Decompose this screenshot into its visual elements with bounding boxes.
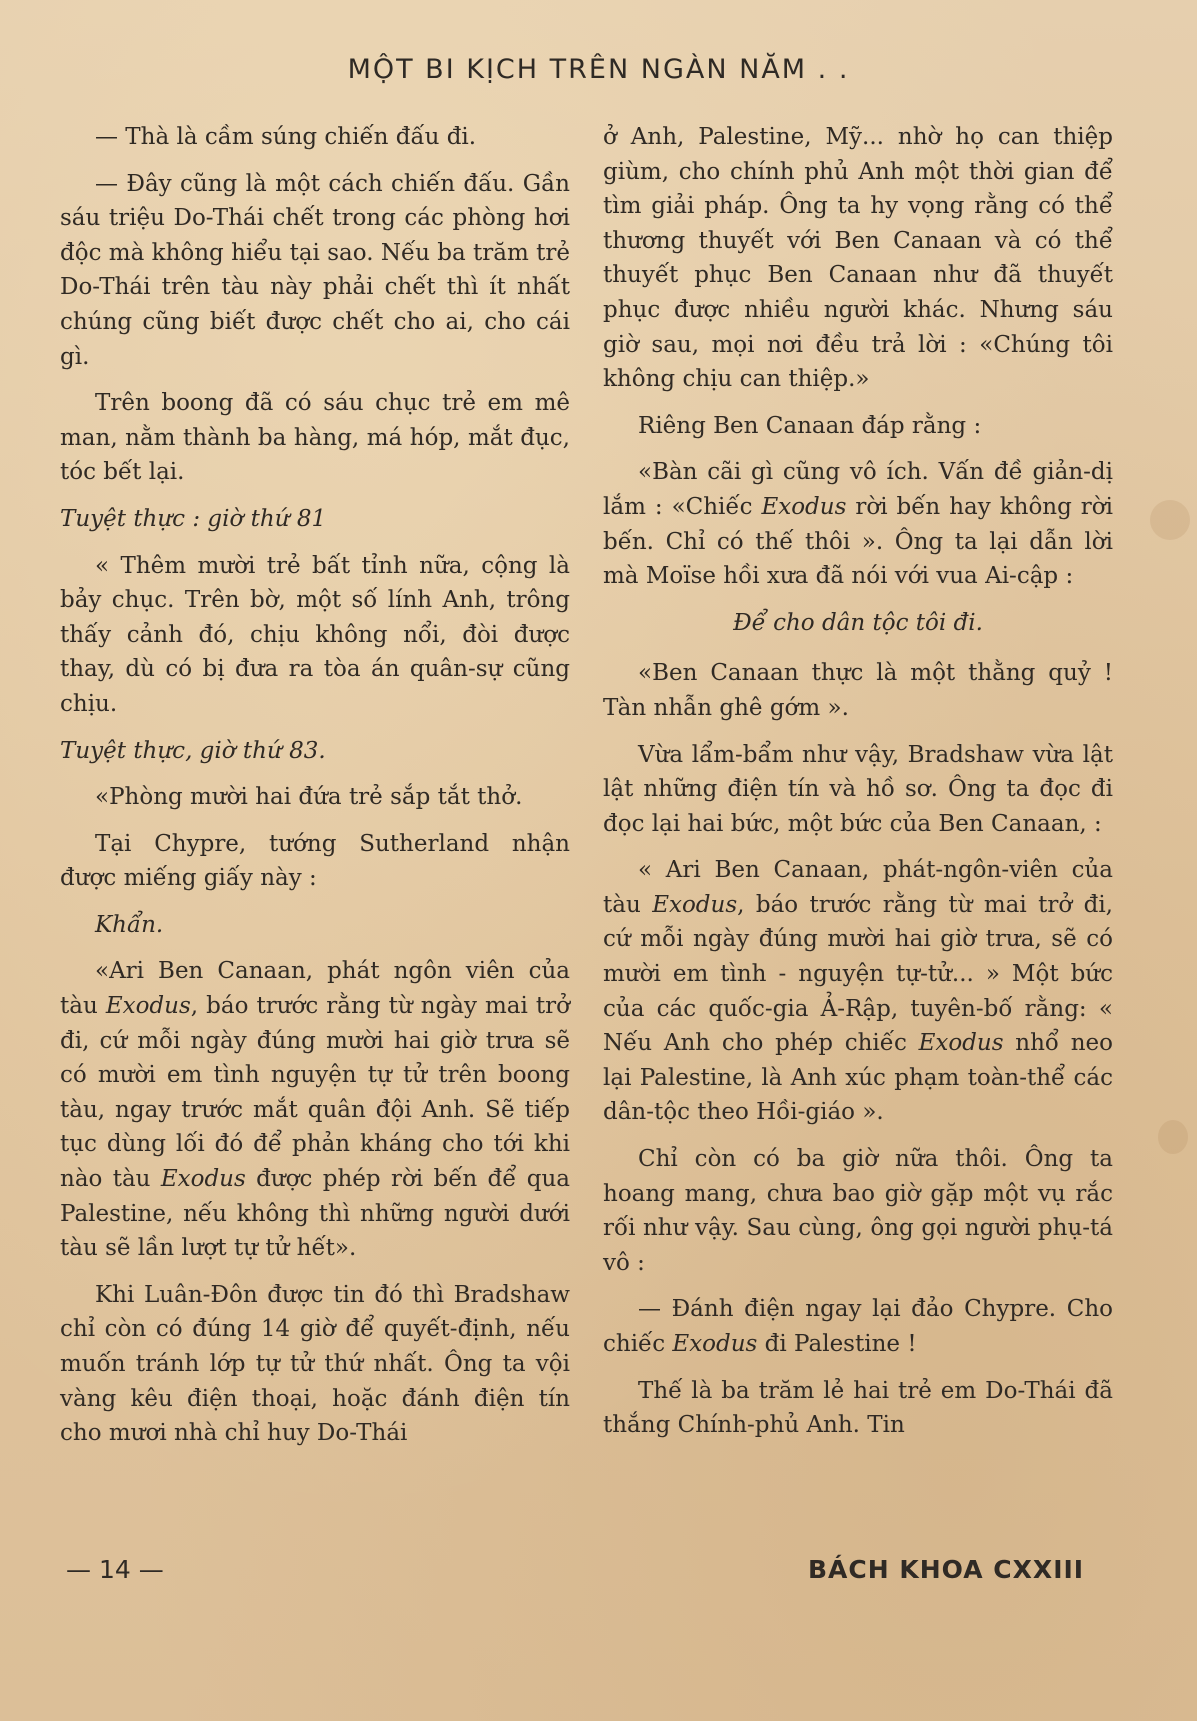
paragraph: Tại Chypre, tướng Sutherland nhận được miếng giấy này : [60,830,570,892]
paragraph: «Phòng mười hai đứa trẻ sắp tắt thở. [95,784,523,811]
paragraph [603,853,1113,1130]
quotation: Để cho dân tộc tôi đi. [733,609,983,636]
ship-name: Exodus [672,1331,758,1357]
paragraph: Vừa lẩm-bẩm như vậy, Bradshaw vừa lật lật những điện tín và hồ sơ. Ông ta đọc đi đọc lại hai bức, một bức của Ben Canaan, : [603,741,1113,837]
paper-stain [1158,1120,1188,1154]
text-run: «Ari Ben Canaan, phát ngôn viên của tàu [60,958,570,1020]
ship-name: Exodus [918,1030,1004,1057]
paragraph: Trên boong đã có sáu chục trẻ em mê man, nằm thành ba hàng, má hóp, mắt đục, tóc bết lại. [60,390,570,486]
paragraph [603,1292,1113,1361]
text-run: , báo trước rằng từ mai trở đi, cứ mỗi ngày đúng mười hai giờ trưa, sẽ có mười em tình - nguyện tự-tử... » Một bức của các quốc-gia Ả-Rập, tuyên-bố rằng: « Nếu Anh cho phép chiếc [603,891,1113,1057]
paragraph: ở Anh, Palestine, Mỹ... nhờ họ can thiệp giùm, cho chính phủ Anh một thời gian để tìm giải pháp. Ông ta hy vọng rằng có thể thương thuyết với Ben Canaan và có thể thuyết phục Ben Canaan như đã thuyết phục được nhiều người khác. Nhưng sáu giờ sau, mọi nơi đều trả lời : «Chúng tôi không chịu can thiệp.» [603,124,1113,393]
ship-name: Exodus [652,891,738,918]
paragraph: Thế là ba trăm lẻ hai trẻ em Do-Thái đã thắng Chính-phủ Anh. Tin [603,1377,1113,1439]
text-run: «Bàn cãi gì cũng vô ích. Vấn đề giản-dị lắm : «Chiếc [603,459,1113,520]
timestamp-heading: Tuyệt thực, giờ thứ 83. [60,737,326,764]
text-run: — Đánh điện ngay lại đảo Chypre. Cho chiếc [603,1296,1113,1357]
text-run: « Ari Ben Canaan, phát-ngôn-viên của tàu [603,857,1113,918]
paragraph: Chỉ còn có ba giờ nữa thôi. Ông ta hoang mang, chưa bao giờ gặp một vụ rắc rối như vậy. Sau cùng, ông gọi người phụ-tá vô : [603,1146,1113,1276]
page-number: — 14 — [66,1555,164,1584]
text-run: , báo trước rằng từ ngày mai trở đi, cứ mỗi ngày đúng mười hai giờ trưa sẽ có mười em tình nguyện tự tử trên boong tàu, ngay trước mắt quân đội Anh. Sẽ tiếp tục dùng lối đó để phản kháng cho tới khi nào tàu [60,993,570,1193]
text-run: rời bến hay không rời bến. Chỉ có thế thôi ». Ông ta lại dẫn lời mà Moïse hồi xưa đã nói với vua Ai-cập : [603,493,1114,590]
paragraph: — Thà là cầm súng chiến đấu đi. [95,124,477,150]
timestamp-heading: Tuyệt thực : giờ thứ 81 [60,505,327,532]
text-run: được phép rời bến để qua Palestine, nếu không thì những người dưới tàu sẽ lần lượt tự tử hết». [60,1166,571,1262]
paragraph: Khi Luân-Đôn được tin đó thì Bradshaw chỉ còn có đúng 14 giờ để quyết-định, nếu muốn tránh lớp tự tử thứ nhất. Ông ta vội vàng kêu điện thoại, hoặc đánh điện tín cho mươi nhà chỉ huy Do-Thái [60,1281,570,1447]
left-column [60,120,570,1463]
paragraph: «Ben Canaan thực là một thằng quỷ ! Tàn nhẫn ghê gớm ». [603,660,1113,721]
paragraph [603,455,1113,593]
ship-name: Exodus [105,993,191,1020]
paragraph: « Thêm mười trẻ bất tỉnh nữa, cộng là bảy chục. Trên bờ, một số lính Anh, trông thấy cảnh đó, chịu không nổi, đòi được thay, dù có bị đưa ra tòa án quân-sự cũng chịu. [60,552,570,717]
running-title: MỘT BI KỊCH TRÊN NGÀN NĂM . . [347,54,850,85]
text-run: nhổ neo lại Palestine, là Anh xúc phạm toàn-thể các dân-tộc theo Hồi-giáo ». [603,1030,1114,1126]
paragraph: Riêng Ben Canaan đáp rằng : [638,412,982,439]
right-column [603,120,1113,1455]
text-run: đi Palestine ! [757,1331,917,1357]
paragraph: — Đây cũng là một cách chiến đấu. Gần sáu triệu Do-Thái chết trong các phòng hơi độc mà không hiểu tại sao. Nếu ba trăm trẻ Do-Thái trên tàu này phải chết thì ít nhất chúng cũng biết được chết cho ai, cho cái gì. [60,170,570,370]
urgent-label: Khẩn. [95,911,164,938]
paragraph [60,954,570,1265]
ship-name: Exodus [160,1166,246,1193]
paper-stain [1150,500,1190,540]
ship-name: Exodus [761,493,847,520]
magazine-issue: BÁCH KHOA CXXIII [808,1555,1085,1584]
